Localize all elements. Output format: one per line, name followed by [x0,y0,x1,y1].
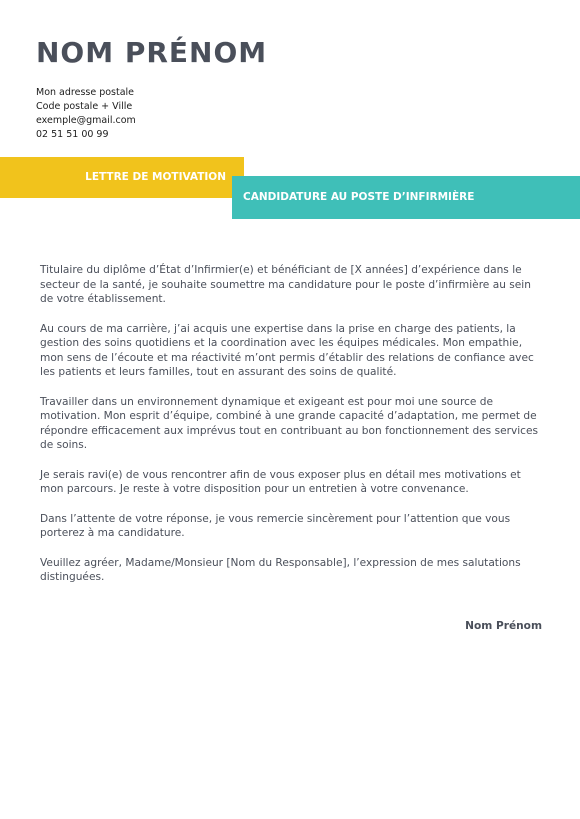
paragraph-experience: Au cours de ma carrière, j’ai acquis une expertise dans la prise en charge des patients, la gestion des soins quotidiens et la coordination avec les équipes médicales. Mon empathie, mon sens de l’écoute et ma réactivité m’ont permis d’établir des relations de confiance avec les patients et leurs familles, tout en assurant des soins de qualité. [40,322,534,378]
letter-body [40,263,542,600]
paragraph-motivation: Travailler dans un environnement dynamique et exigeant est pour moi une source de motivation. Mon esprit d’équipe, combiné à une grande capacité d’adaptation, me permet de répondre efficacement aux imprévus tout en contribuant au bon fonctionnement des services de soins. [40,395,539,451]
contact-block [36,86,136,142]
postal-city: Code postale + Ville [36,101,133,112]
signature: Nom Prénom [465,620,542,632]
paragraph-thanks: Dans l’attente de votre réponse, je vous remercie sincèrement pour l’attention que vous porterez à ma candidature. [40,512,511,539]
paragraph-intro: Titulaire du diplôme d’État d’Infirmier(e) et bénéficiant de [X années] d’expérience dans le secteur de la santé, je souhaite soumettre ma candidature pour le poste d’infirmière au sein de votre établissement. [40,264,531,305]
email-address: exemple@gmail.com [36,115,136,126]
phone-number: 02 51 51 00 99 [36,129,109,140]
applicant-name: NOM PRÉNOM [36,36,268,69]
postal-address: Mon adresse postale [36,87,135,98]
letter-type-label: LETTRE DE MOTIVATION [85,171,226,183]
paragraph-meeting: Je serais ravi(e) de vous rencontrer afin de vous exposer plus en détail mes motivations et mon parcours. Je reste à votre disposition pour un entretien à votre convenance. [40,468,521,495]
letter-type-band [0,157,244,198]
position-band [232,176,580,219]
position-label: CANDIDATURE AU POSTE D’INFIRMIÈRE [243,191,475,203]
paragraph-closing: Veuillez agréer, Madame/Monsieur [Nom du Responsable], l’expression de mes salutations distinguées. [40,556,521,583]
